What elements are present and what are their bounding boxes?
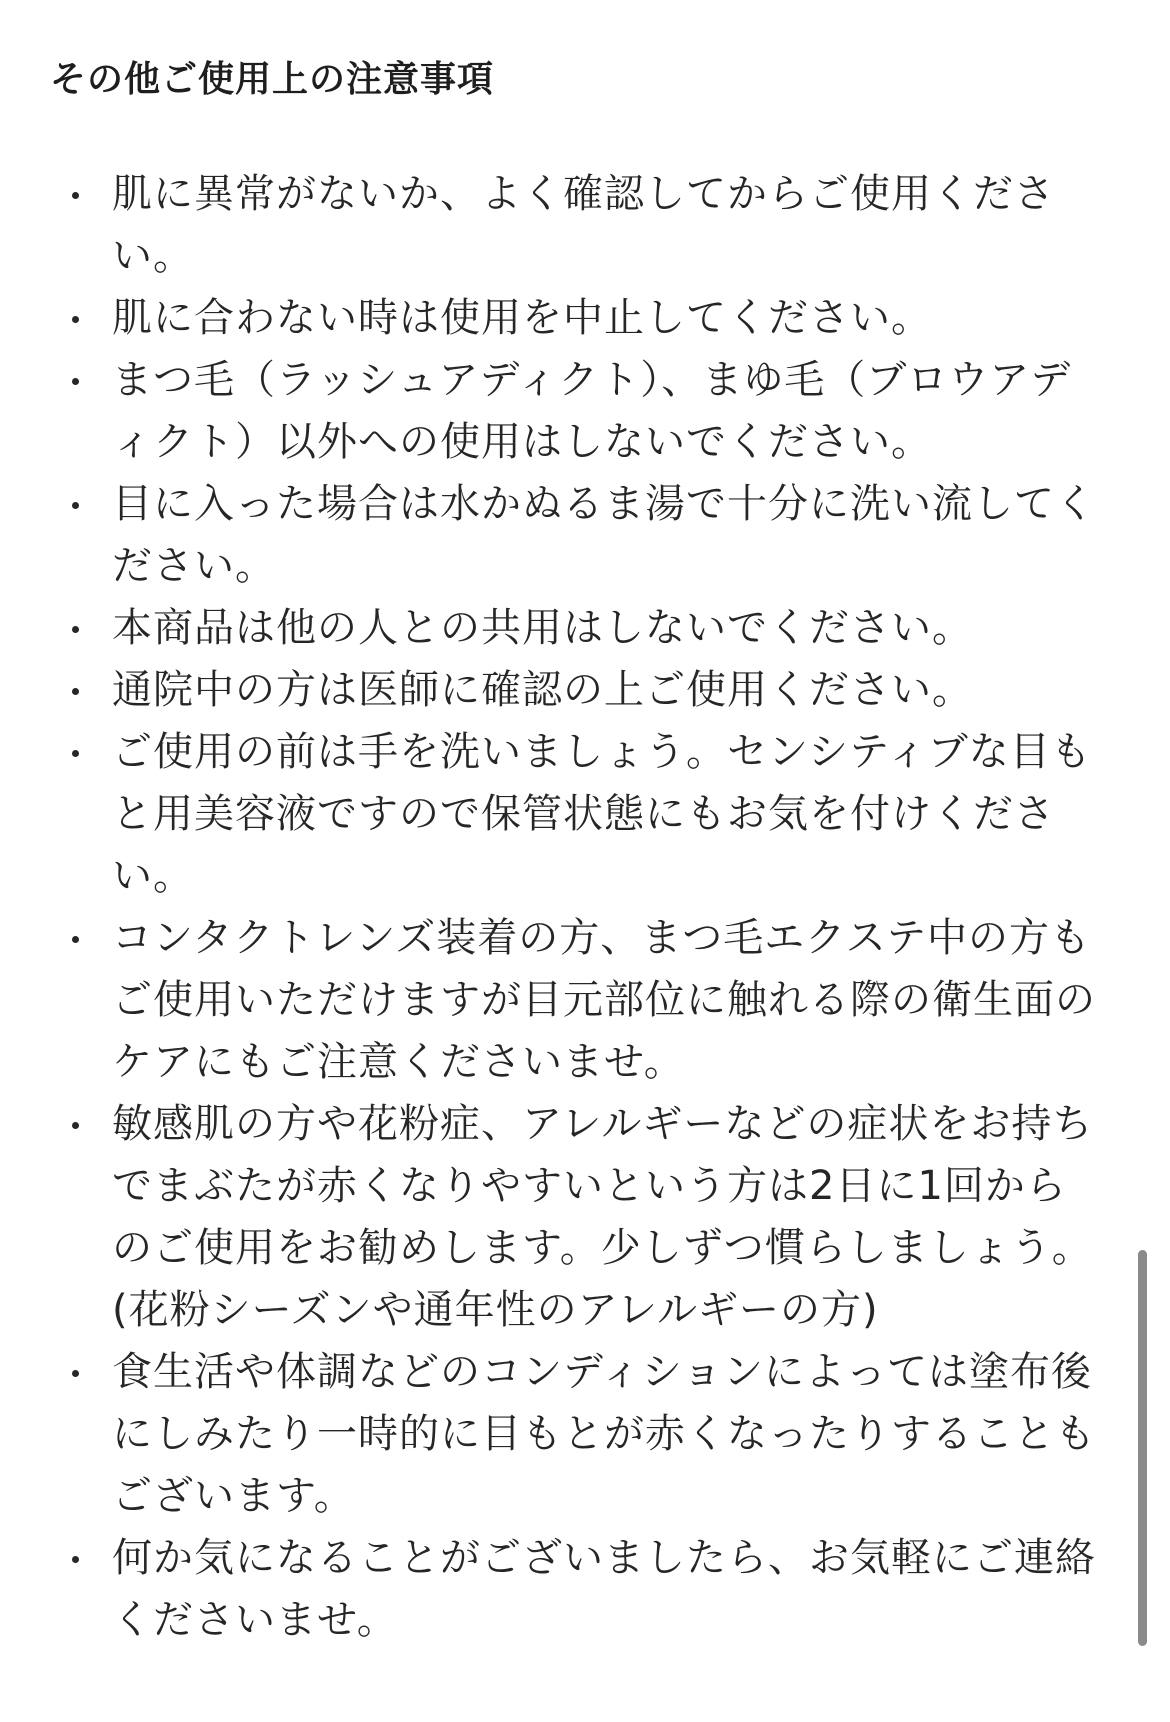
list-item-text: 敏感肌の方や花粉症、アレルギーなどの症状をお持ちでまぶたが赤くなりやすいという方は2日に1回からのご使用をお勧めします。少しずつ慣らしましょう。(花粉シーズンや通年性のアレルギーの方) bbox=[112, 1101, 1094, 1333]
list-item bbox=[66, 659, 1106, 721]
list-item bbox=[66, 597, 1106, 659]
list-item-text: 食生活や体調などのコンディションによっては塗布後にしみたり一時的に目もとが赤くなったりすることもございます。 bbox=[112, 1349, 1096, 1519]
list-item bbox=[66, 287, 1106, 349]
list-item-text: コンタクトレンズ装着の方、まつ毛エクステ中の方もご使用いただけますが目元部位に触れる際の衛生面のケアにもご注意くださいませ。 bbox=[112, 915, 1096, 1085]
list-item-text: ご使用の前は手を洗いましょう。センシティブな目もと用美容液ですので保管状態にもお気を付けください。 bbox=[112, 729, 1092, 899]
precautions-list bbox=[66, 163, 1106, 1651]
vertical-scrollbar[interactable] bbox=[1138, 1250, 1147, 1646]
list-item-text: 肌に合わない時は使用を中止してください。 bbox=[112, 295, 932, 341]
list-item bbox=[66, 163, 1106, 287]
list-item bbox=[66, 1527, 1106, 1651]
list-item-text: まつ毛（ラッシュアディクト）、まゆ毛（ブロウアディクト）以外への使用はしないでください。 bbox=[112, 357, 1072, 465]
list-item bbox=[66, 1093, 1106, 1341]
list-item-text: 通院中の方は医師に確認の上ご使用ください。 bbox=[112, 667, 973, 713]
list-item bbox=[66, 1341, 1106, 1527]
list-item bbox=[66, 907, 1106, 1093]
list-item-text: 目に入った場合は水かぬるま湯で十分に洗い流してください。 bbox=[112, 481, 1096, 589]
list-item bbox=[66, 349, 1106, 473]
list-item bbox=[66, 473, 1106, 597]
list-item-text: 肌に異常がないか、よく確認してからご使用ください。 bbox=[112, 171, 1055, 279]
page-title: その他ご使用上の注意事項 bbox=[50, 59, 495, 100]
list-item-text: 本商品は他の人との共用はしないでください。 bbox=[112, 605, 973, 651]
list-item bbox=[66, 721, 1106, 907]
list-item-text: 何か気になることがございましたら、お気軽にご連絡くださいませ。 bbox=[112, 1535, 1096, 1643]
